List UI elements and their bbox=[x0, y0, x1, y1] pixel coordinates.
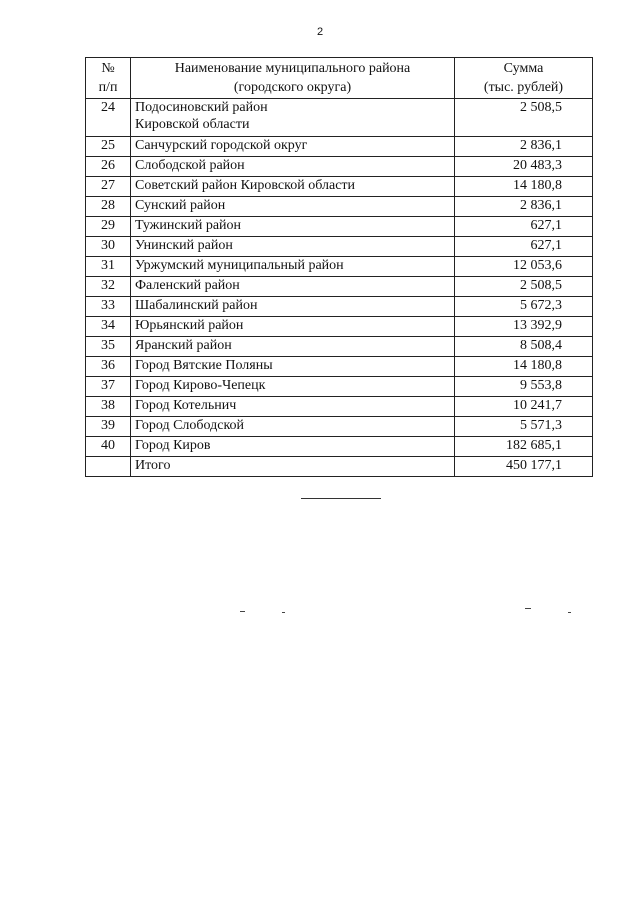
table-row bbox=[86, 317, 593, 337]
table-row bbox=[86, 157, 593, 177]
row-number: 30 bbox=[86, 237, 131, 257]
table-row bbox=[86, 177, 593, 197]
header-number-line2: п/п bbox=[98, 80, 118, 95]
row-sum: 627,1 bbox=[455, 237, 593, 257]
row-sum: 13 392,9 bbox=[455, 317, 593, 337]
allocation-table bbox=[85, 57, 593, 477]
row-district-name bbox=[131, 99, 455, 137]
row-number: 37 bbox=[86, 377, 131, 397]
district-name-line: Кировской области bbox=[135, 117, 250, 132]
row-district-name bbox=[131, 257, 455, 277]
row-number: 35 bbox=[86, 337, 131, 357]
table-row bbox=[86, 99, 593, 137]
row-number: 32 bbox=[86, 277, 131, 297]
row-sum: 12 053,6 bbox=[455, 257, 593, 277]
row-number: 31 bbox=[86, 257, 131, 277]
district-name-line: Тужинский район bbox=[135, 218, 242, 233]
row-district-name bbox=[131, 377, 455, 397]
district-name-line: Фаленский район bbox=[135, 278, 240, 293]
scan-mark bbox=[568, 612, 571, 613]
district-name-line: Санчурский городской округ bbox=[135, 138, 308, 153]
row-sum: 5 672,3 bbox=[455, 297, 593, 317]
table-row bbox=[86, 397, 593, 417]
row-sum: 5 571,3 bbox=[455, 417, 593, 437]
row-sum: 9 553,8 bbox=[455, 377, 593, 397]
table-row bbox=[86, 197, 593, 217]
row-district-name bbox=[131, 157, 455, 177]
row-number: 40 bbox=[86, 437, 131, 457]
row-number: 33 bbox=[86, 297, 131, 317]
row-district-name bbox=[131, 397, 455, 417]
row-district-name bbox=[131, 217, 455, 237]
header-name-line2: (городского округа) bbox=[233, 80, 352, 95]
row-district-name bbox=[131, 237, 455, 257]
district-name-line: Город Вятские Поляны bbox=[135, 358, 273, 373]
table-row bbox=[86, 217, 593, 237]
district-name-line: Город Кирово-Чепецк bbox=[135, 378, 266, 393]
table-row bbox=[86, 297, 593, 317]
header-sum-line2: (тыс. рублей) bbox=[483, 80, 564, 95]
row-sum: 20 483,3 bbox=[455, 157, 593, 177]
row-district-name bbox=[131, 417, 455, 437]
row-number: 28 bbox=[86, 197, 131, 217]
row-number: 27 bbox=[86, 177, 131, 197]
row-number: 34 bbox=[86, 317, 131, 337]
scan-mark bbox=[525, 608, 531, 609]
total-number-cell bbox=[86, 457, 131, 477]
row-sum: 2 508,5 bbox=[455, 99, 593, 137]
row-number: 38 bbox=[86, 397, 131, 417]
row-sum: 2 836,1 bbox=[455, 197, 593, 217]
row-district-name bbox=[131, 137, 455, 157]
district-name-line: Подосиновский район bbox=[135, 100, 268, 115]
row-sum: 2 508,5 bbox=[455, 277, 593, 297]
district-name-line: Город Котельнич bbox=[135, 398, 237, 413]
table-row bbox=[86, 417, 593, 437]
row-district-name bbox=[131, 277, 455, 297]
district-name-line: Советский район Кировской области bbox=[135, 178, 356, 193]
district-name-line: Город Киров bbox=[135, 438, 211, 453]
row-sum: 14 180,8 bbox=[455, 357, 593, 377]
header-sum-line1: Сумма bbox=[503, 61, 544, 76]
row-district-name bbox=[131, 197, 455, 217]
table-row bbox=[86, 257, 593, 277]
table-row bbox=[86, 377, 593, 397]
row-number: 24 bbox=[86, 99, 131, 137]
table-body bbox=[86, 99, 593, 477]
table-row bbox=[86, 357, 593, 377]
scan-mark bbox=[282, 612, 285, 613]
district-name-line: Город Слободской bbox=[135, 418, 245, 433]
district-name-line: Унинский район bbox=[135, 238, 233, 253]
table-row bbox=[86, 437, 593, 457]
header-name bbox=[131, 58, 455, 99]
district-name-line: Яранский район bbox=[135, 338, 232, 353]
table-row bbox=[86, 137, 593, 157]
row-sum: 14 180,8 bbox=[455, 177, 593, 197]
header-name-line1: Наименование муниципального района bbox=[174, 61, 411, 76]
row-number: 26 bbox=[86, 157, 131, 177]
row-sum: 182 685,1 bbox=[455, 437, 593, 457]
total-label: Итого bbox=[131, 457, 455, 477]
header-sum bbox=[455, 58, 593, 99]
scan-mark bbox=[240, 611, 245, 612]
table-header bbox=[86, 58, 593, 99]
row-number: 36 bbox=[86, 357, 131, 377]
row-district-name bbox=[131, 437, 455, 457]
row-sum: 10 241,7 bbox=[455, 397, 593, 417]
row-number: 39 bbox=[86, 417, 131, 437]
header-number-line1: № bbox=[101, 61, 115, 76]
header-number bbox=[86, 58, 131, 99]
header-row bbox=[86, 58, 593, 99]
row-number: 25 bbox=[86, 137, 131, 157]
district-name-line: Сунский район bbox=[135, 198, 226, 213]
row-sum: 2 836,1 bbox=[455, 137, 593, 157]
row-district-name bbox=[131, 317, 455, 337]
row-district-name bbox=[131, 357, 455, 377]
closing-divider bbox=[301, 498, 381, 499]
district-name-line: Уржумский муниципальный район bbox=[135, 258, 344, 273]
row-number: 29 bbox=[86, 217, 131, 237]
district-name-line: Шабалинский район bbox=[135, 298, 258, 313]
table-row bbox=[86, 277, 593, 297]
row-sum: 8 508,4 bbox=[455, 337, 593, 357]
district-name-line: Слободской район bbox=[135, 158, 245, 173]
district-name-line: Юрьянский район bbox=[135, 318, 244, 333]
total-sum: 450 177,1 bbox=[455, 457, 593, 477]
row-district-name bbox=[131, 297, 455, 317]
table-row bbox=[86, 237, 593, 257]
page-number: 2 bbox=[316, 26, 324, 38]
row-district-name bbox=[131, 177, 455, 197]
row-district-name bbox=[131, 337, 455, 357]
total-row bbox=[86, 457, 593, 477]
table-row bbox=[86, 337, 593, 357]
row-sum: 627,1 bbox=[455, 217, 593, 237]
